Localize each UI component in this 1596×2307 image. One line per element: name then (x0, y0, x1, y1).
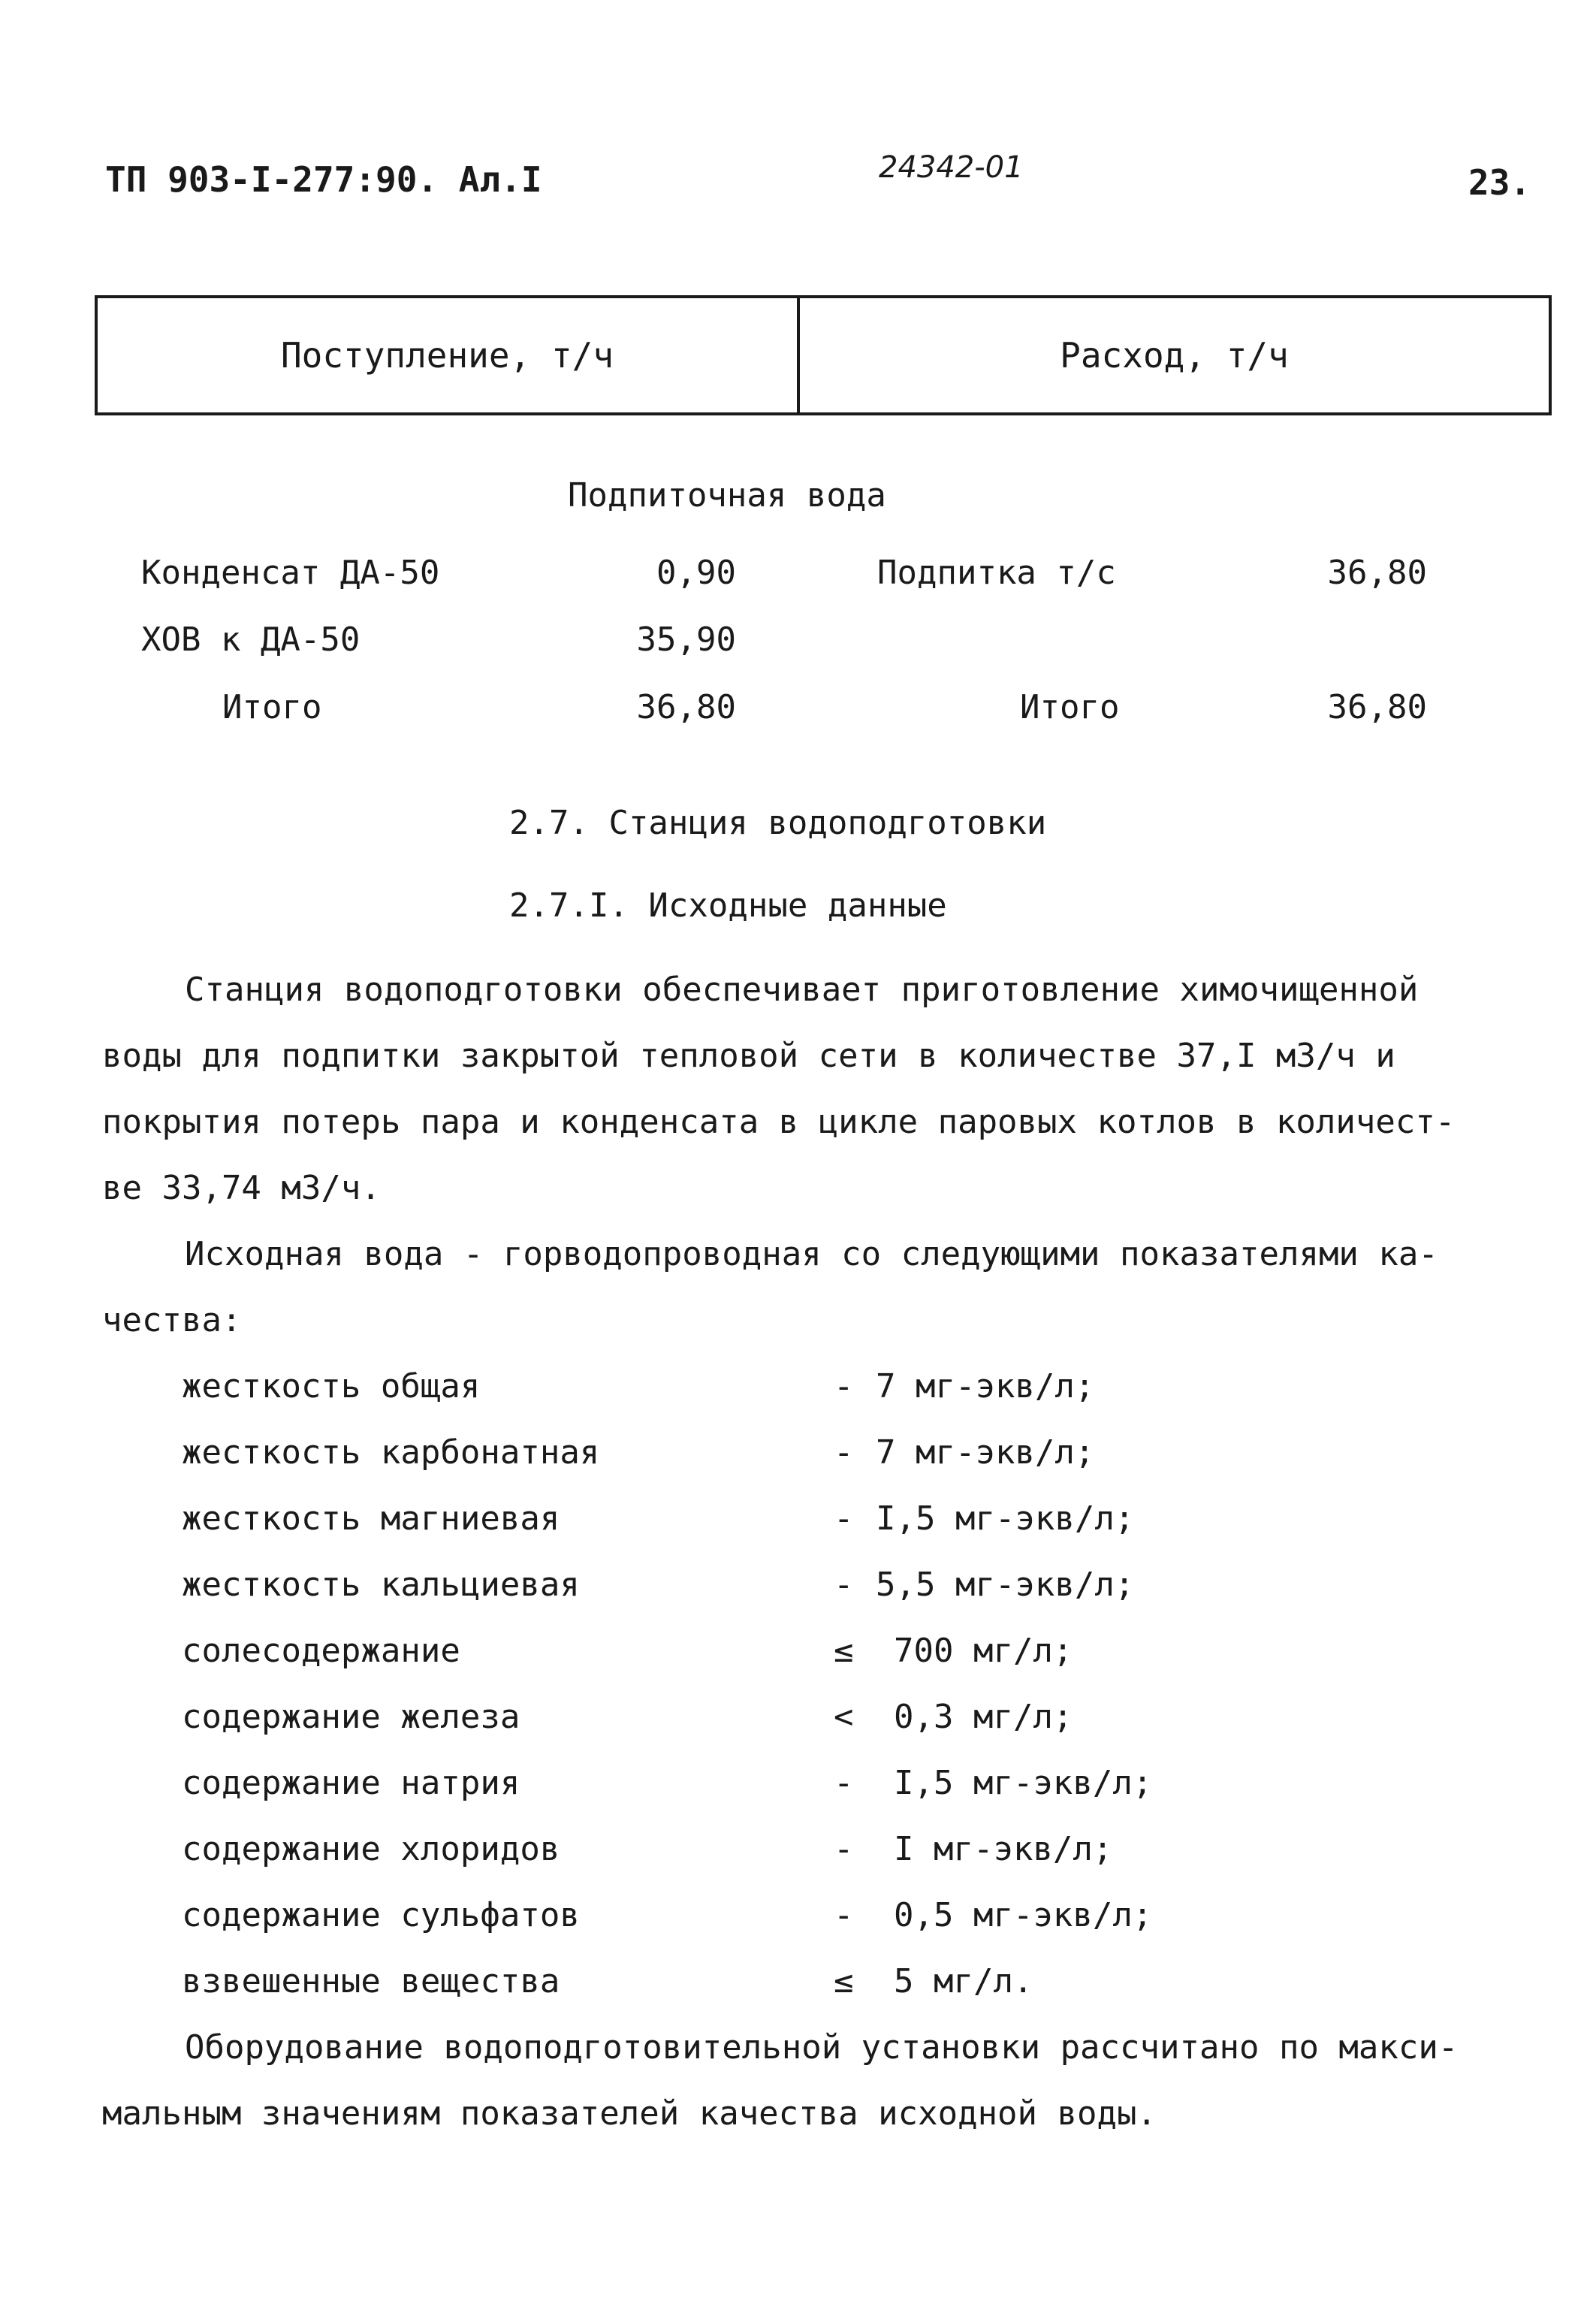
column-expense: Расход, т/ч (1060, 335, 1289, 376)
document-code: ТП 903-I-277:90. Ал.I (105, 159, 542, 200)
column-income: Поступление, т/ч (98, 298, 800, 412)
indicator-name: жесткость карбонатная (182, 1433, 600, 1472)
paragraph1-line-4: ве 33,74 м3/ч. (102, 1169, 381, 1207)
indicator-name: содержание натрия (182, 1764, 520, 1802)
paragraph2-line-2: чества: (102, 1301, 242, 1339)
indicator-name: жесткость магниевая (182, 1499, 560, 1538)
paragraph1-line-1: Станция водоподготовки обеспечивает приготовление химочищенной (185, 971, 1419, 1009)
paragraph1-line-2: воды для подпитки закрытой тепловой сети в количестве 37,I м3/ч и (102, 1037, 1395, 1075)
section-heading: 2.7. Станция водоподготовки (509, 804, 1047, 842)
table-row-1-expense-label: Подпитка т/с (877, 554, 1116, 592)
indicator-sign: ≤ (834, 1962, 854, 2001)
table-row-total-expense-label: Итого (1020, 688, 1120, 726)
table-row-total-expense-value: 36,80 (1327, 688, 1427, 726)
table-row-1-income-value: 0,90 (656, 554, 736, 592)
indicator-value: 0,3 мг/л; (894, 1698, 1073, 1736)
table-row-total-income-value: 36,80 (636, 688, 736, 726)
indicator-sign: - (834, 1830, 854, 1868)
indicator-value: I,5 мг-экв/л; (894, 1764, 1153, 1802)
page-number: 23. (1468, 162, 1531, 203)
paragraph1-line-3: покрытия потерь пара и конденсата в цикле паровых котлов в количест- (102, 1103, 1456, 1141)
indicator-name: содержание хлоридов (182, 1830, 560, 1868)
indicator-value: 7 мг-экв/л; (876, 1367, 1095, 1406)
indicator-name: жесткость общая (182, 1367, 481, 1406)
indicator-value: I,5 мг-экв/л; (876, 1499, 1135, 1538)
indicator-name: взвешенные вещества (182, 1962, 560, 2001)
table-row-2-income-label: ХОВ к ДА-50 (141, 621, 361, 659)
indicator-sign: - (834, 1499, 854, 1538)
indicator-sign: - (834, 1566, 854, 1604)
table-row-2-income-value: 35,90 (636, 621, 736, 659)
table-row-1-expense-value: 36,80 (1327, 554, 1427, 592)
handwritten-number: 24342-01 (879, 150, 1024, 185)
table-section-title: Подпиточная вода (568, 476, 886, 515)
indicator-name: содержание сульфатов (182, 1896, 580, 1934)
indicator-sign: - (834, 1896, 854, 1934)
indicator-sign: ≤ (834, 1632, 854, 1670)
indicator-name: содержание железа (182, 1698, 520, 1736)
indicator-sign: - (834, 1764, 854, 1802)
indicator-value: 7 мг-экв/л; (876, 1433, 1095, 1472)
indicator-value: 5 мг/л. (894, 1962, 1033, 2001)
section-subheading: 2.7.I. Исходные данные (509, 886, 947, 925)
indicator-name: жесткость кальциевая (182, 1566, 580, 1604)
paragraph3-line-2: мальным значениям показателей качества исходной воды. (102, 2094, 1157, 2133)
balance-table-header (95, 295, 1552, 415)
indicator-name: солесодержание (182, 1632, 460, 1670)
table-row-1-income-label: Конденсат ДА-50 (141, 554, 440, 592)
indicator-sign: < (834, 1698, 854, 1736)
paragraph2-line-1: Исходная вода - горводопроводная со следующими показателями ка- (185, 1235, 1438, 1273)
indicator-value: I мг-экв/л; (894, 1830, 1113, 1868)
indicator-value: 700 мг/л; (894, 1632, 1073, 1670)
indicator-value: 0,5 мг-экв/л; (894, 1896, 1153, 1934)
indicator-sign: - (834, 1367, 854, 1406)
paragraph3-line-1: Оборудование водоподготовительной установки рассчитано по макси- (185, 2028, 1459, 2067)
indicator-value: 5,5 мг-экв/л; (876, 1566, 1135, 1604)
table-row-total-income-label: Итого (222, 688, 322, 726)
indicator-sign: - (834, 1433, 854, 1472)
